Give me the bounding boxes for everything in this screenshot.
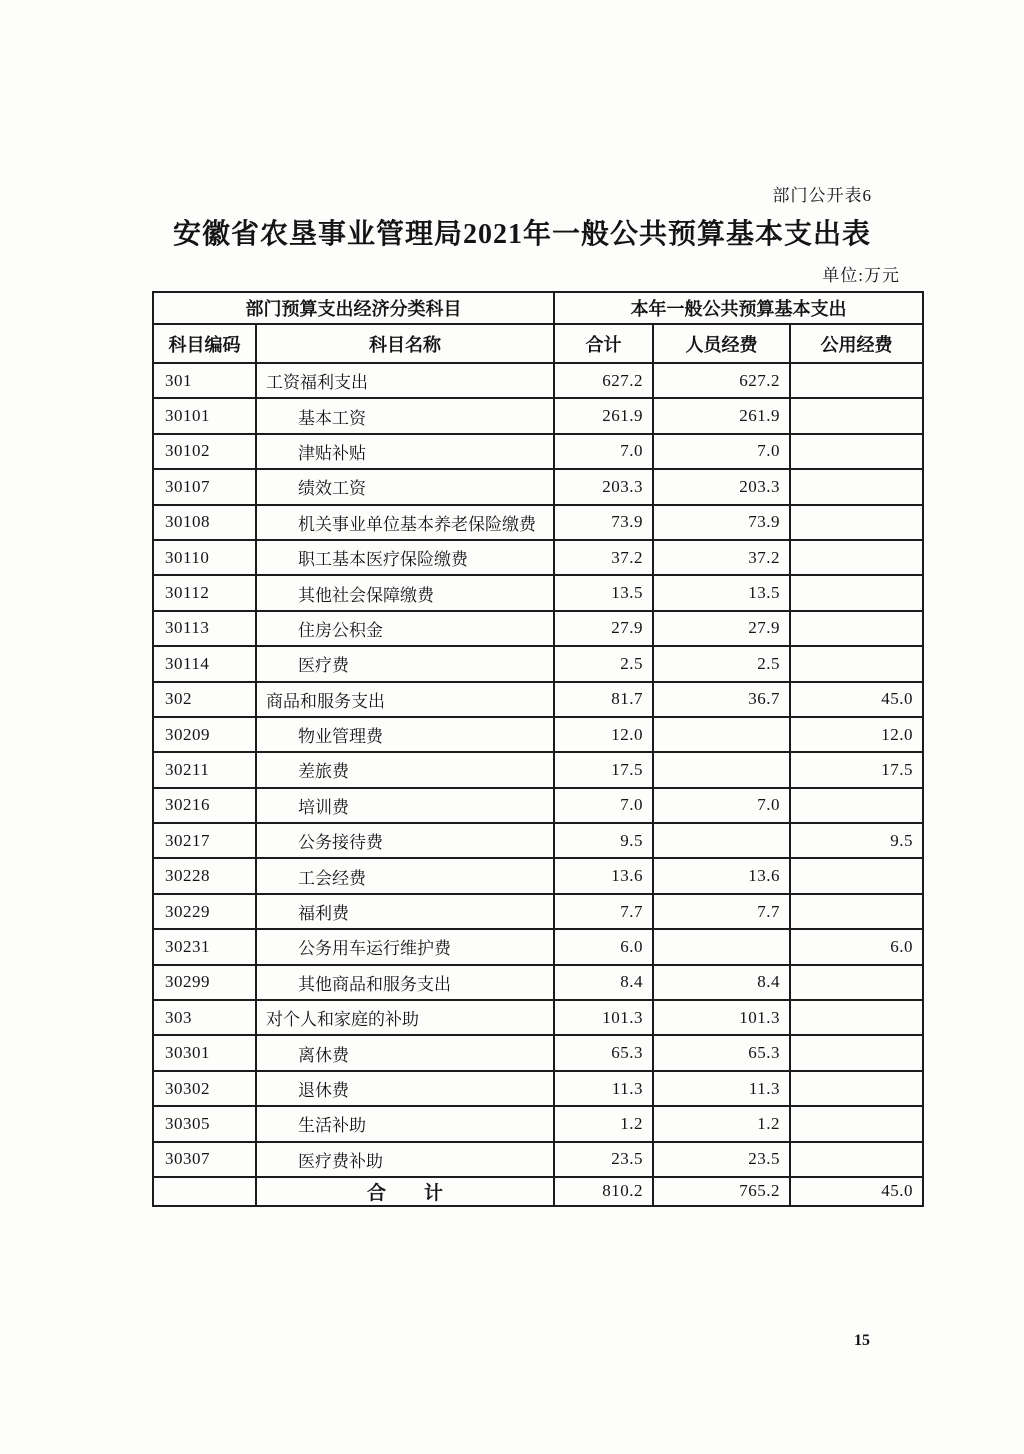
cell-name: 基本工资 <box>256 398 554 433</box>
cell-public <box>790 611 923 646</box>
cell-code: 30229 <box>153 894 256 929</box>
cell-public: 6.0 <box>790 929 923 964</box>
cell-public <box>790 894 923 929</box>
cell-name: 津贴补贴 <box>256 434 554 469</box>
cell-public <box>790 1142 923 1177</box>
cell-code: 30113 <box>153 611 256 646</box>
table-row <box>153 682 923 717</box>
cell-name: 工资福利支出 <box>256 363 554 398</box>
cell-personnel <box>653 752 790 787</box>
table-row <box>153 858 923 893</box>
cell-personnel: 13.5 <box>653 575 790 610</box>
cell-personnel: 73.9 <box>653 505 790 540</box>
cell-personnel: 627.2 <box>653 363 790 398</box>
cell-name: 生活补助 <box>256 1106 554 1141</box>
cell-name: 机关事业单位基本养老保险缴费 <box>256 505 554 540</box>
table-row <box>153 363 923 398</box>
cell-personnel: 11.3 <box>653 1071 790 1106</box>
table-total-row <box>153 1177 923 1206</box>
cell-personnel: 7.7 <box>653 894 790 929</box>
table-row <box>153 1000 923 1035</box>
cell-public: 12.0 <box>790 717 923 752</box>
cell-public <box>790 540 923 575</box>
cell-name: 退休费 <box>256 1071 554 1106</box>
cell-total: 7.7 <box>554 894 653 929</box>
cell-personnel <box>653 717 790 752</box>
cell-public: 45.0 <box>790 1177 923 1206</box>
cell-total: 7.0 <box>554 434 653 469</box>
cell-public: 9.5 <box>790 823 923 858</box>
cell-public <box>790 469 923 504</box>
cell-total: 101.3 <box>554 1000 653 1035</box>
table-row <box>153 505 923 540</box>
table-row <box>153 1035 923 1070</box>
table-row <box>153 965 923 1000</box>
cell-personnel <box>653 929 790 964</box>
cell-code: 30217 <box>153 823 256 858</box>
cell-total: 13.5 <box>554 575 653 610</box>
cell-personnel: 101.3 <box>653 1000 790 1035</box>
cell-total: 810.2 <box>554 1177 653 1206</box>
table-row <box>153 434 923 469</box>
cell-name: 物业管理费 <box>256 717 554 752</box>
cell-total: 6.0 <box>554 929 653 964</box>
cell-code: 30305 <box>153 1106 256 1141</box>
cell-public <box>790 965 923 1000</box>
cell-total: 81.7 <box>554 682 653 717</box>
cell-total: 11.3 <box>554 1071 653 1106</box>
cell-total: 1.2 <box>554 1106 653 1141</box>
doc-label: 部门公开表6 <box>772 186 872 205</box>
cell-code: 30209 <box>153 717 256 752</box>
unit-label: 单位:万元 <box>822 266 900 285</box>
cell-personnel: 27.9 <box>653 611 790 646</box>
cell-code: 30101 <box>153 398 256 433</box>
cell-public <box>790 363 923 398</box>
cell-code: 30299 <box>153 965 256 1000</box>
cell-name: 职工基本医疗保险缴费 <box>256 540 554 575</box>
cell-code: 30228 <box>153 858 256 893</box>
cell-name: 离休费 <box>256 1035 554 1070</box>
cell-public <box>790 1000 923 1035</box>
column-header-subject-name: 科目名称 <box>256 324 554 363</box>
column-header-public-funds: 公用经费 <box>790 324 923 363</box>
cell-public <box>790 1071 923 1106</box>
table-row <box>153 469 923 504</box>
cell-total: 17.5 <box>554 752 653 787</box>
cell-personnel: 23.5 <box>653 1142 790 1177</box>
table-row <box>153 788 923 823</box>
cell-total: 73.9 <box>554 505 653 540</box>
cell-name: 其他商品和服务支出 <box>256 965 554 1000</box>
cell-total: 27.9 <box>554 611 653 646</box>
table-row <box>153 398 923 433</box>
cell-total: 9.5 <box>554 823 653 858</box>
cell-total: 261.9 <box>554 398 653 433</box>
cell-personnel: 1.2 <box>653 1106 790 1141</box>
cell-total: 65.3 <box>554 1035 653 1070</box>
cell-code: 30301 <box>153 1035 256 1070</box>
cell-name: 其他社会保障缴费 <box>256 575 554 610</box>
cell-total: 7.0 <box>554 788 653 823</box>
table-row <box>153 540 923 575</box>
table-row <box>153 575 923 610</box>
cell-name: 培训费 <box>256 788 554 823</box>
cell-public <box>790 858 923 893</box>
cell-name: 工会经费 <box>256 858 554 893</box>
cell-total: 627.2 <box>554 363 653 398</box>
cell-personnel: 37.2 <box>653 540 790 575</box>
table-row <box>153 1106 923 1141</box>
cell-personnel: 765.2 <box>653 1177 790 1206</box>
column-header-personnel-funds: 人员经费 <box>653 324 790 363</box>
cell-public <box>790 1106 923 1141</box>
cell-personnel: 36.7 <box>653 682 790 717</box>
column-header-total: 合计 <box>554 324 653 363</box>
page-title: 安徽省农垦事业管理局2021年一般公共预算基本支出表 <box>172 219 871 250</box>
cell-name: 医疗费 <box>256 646 554 681</box>
table-row <box>153 929 923 964</box>
cell-code: 30110 <box>153 540 256 575</box>
cell-code: 30307 <box>153 1142 256 1177</box>
table-row <box>153 894 923 929</box>
group-header-classification: 部门预算支出经济分类科目 <box>153 292 554 324</box>
cell-personnel: 261.9 <box>653 398 790 433</box>
cell-public: 45.0 <box>790 682 923 717</box>
table-row <box>153 1071 923 1106</box>
cell-name: 差旅费 <box>256 752 554 787</box>
cell-personnel: 7.0 <box>653 434 790 469</box>
cell-total: 12.0 <box>554 717 653 752</box>
table-row <box>153 717 923 752</box>
cell-public <box>790 646 923 681</box>
cell-name: 福利费 <box>256 894 554 929</box>
cell-personnel: 2.5 <box>653 646 790 681</box>
cell-code: 30108 <box>153 505 256 540</box>
table-row <box>153 823 923 858</box>
cell-name: 合 计 <box>256 1177 554 1206</box>
cell-total: 8.4 <box>554 965 653 1000</box>
cell-personnel: 7.0 <box>653 788 790 823</box>
cell-code: 30231 <box>153 929 256 964</box>
column-header-subject-code: 科目编码 <box>153 324 256 363</box>
cell-personnel: 203.3 <box>653 469 790 504</box>
cell-public: 17.5 <box>790 752 923 787</box>
cell-public <box>790 575 923 610</box>
table-column-header-row <box>153 324 923 363</box>
cell-code: 301 <box>153 363 256 398</box>
cell-total: 2.5 <box>554 646 653 681</box>
cell-personnel <box>653 823 790 858</box>
page-number: 15 <box>854 1332 870 1349</box>
cell-public <box>790 434 923 469</box>
table-row <box>153 646 923 681</box>
cell-total: 37.2 <box>554 540 653 575</box>
table-group-header-row <box>153 292 923 324</box>
cell-public <box>790 788 923 823</box>
cell-code: 30112 <box>153 575 256 610</box>
cell-name: 公务用车运行维护费 <box>256 929 554 964</box>
cell-total: 13.6 <box>554 858 653 893</box>
cell-total: 23.5 <box>554 1142 653 1177</box>
cell-name: 对个人和家庭的补助 <box>256 1000 554 1035</box>
cell-public <box>790 398 923 433</box>
cell-personnel: 13.6 <box>653 858 790 893</box>
budget-table <box>152 291 924 1207</box>
cell-public <box>790 505 923 540</box>
cell-name: 住房公积金 <box>256 611 554 646</box>
cell-code: 30114 <box>153 646 256 681</box>
cell-personnel: 8.4 <box>653 965 790 1000</box>
cell-code: 30211 <box>153 752 256 787</box>
cell-code: 30102 <box>153 434 256 469</box>
cell-code: 30302 <box>153 1071 256 1106</box>
cell-public <box>790 1035 923 1070</box>
cell-name: 绩效工资 <box>256 469 554 504</box>
table-row <box>153 611 923 646</box>
cell-name: 公务接待费 <box>256 823 554 858</box>
cell-personnel: 65.3 <box>653 1035 790 1070</box>
cell-code <box>153 1177 256 1206</box>
cell-name: 商品和服务支出 <box>256 682 554 717</box>
group-header-basic-expenditure: 本年一般公共预算基本支出 <box>554 292 923 324</box>
cell-name: 医疗费补助 <box>256 1142 554 1177</box>
table-row <box>153 752 923 787</box>
cell-code: 30216 <box>153 788 256 823</box>
cell-total: 203.3 <box>554 469 653 504</box>
cell-code: 30107 <box>153 469 256 504</box>
table-row <box>153 1142 923 1177</box>
cell-code: 302 <box>153 682 256 717</box>
cell-code: 303 <box>153 1000 256 1035</box>
